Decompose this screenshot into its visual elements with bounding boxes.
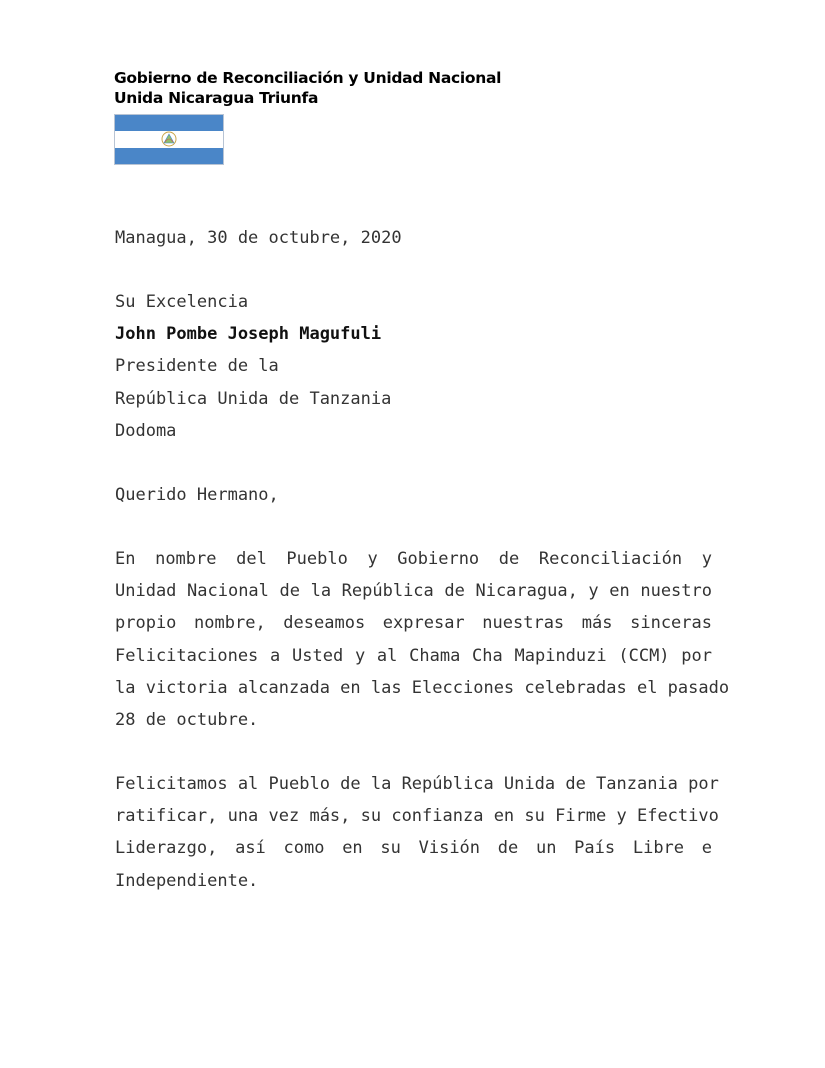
flag-top-band: [115, 115, 223, 131]
paragraph-line: ratificar, una vez más, su confianza en su Firme y Efectivo: [115, 806, 719, 827]
letterhead: [114, 68, 501, 108]
letterhead-government-name: Gobierno de Reconciliación y Unidad Nacional: [114, 69, 502, 87]
body-paragraph-1: [115, 543, 730, 736]
paragraph-line: Felicitaciones a Usted y al Chama Cha Mapinduzi (CCM) por: [115, 645, 712, 666]
coat-of-arms-emblem: [160, 131, 178, 147]
recipient-name: John Pombe Joseph Magufuli: [115, 324, 382, 344]
greeting: Querido Hermano,: [115, 485, 279, 505]
nicaragua-flag-image: [114, 114, 224, 165]
paragraph-line: la victoria alcanzada en las Elecciones celebradas el pasado: [115, 677, 730, 698]
recipient-title-line1: Presidente de la: [115, 356, 279, 376]
paragraph-line: propio nombre, deseamos expresar nuestras más sinceras: [115, 613, 712, 634]
paragraph-line: Unidad Nacional de la República de Nicaragua, y en nuestro: [115, 581, 712, 602]
flag-bottom-band: [115, 148, 223, 164]
date-line: Managua, 30 de octubre, 2020: [115, 228, 402, 248]
paragraph-line: Liderazgo, así como en su Visión de un País Libre e: [115, 838, 712, 859]
paragraph-line: En nombre del Pueblo y Gobierno de Reconciliación y: [115, 549, 712, 569]
recipient-salutation-title: Su Excelencia: [115, 292, 249, 312]
paragraph-line: 28 de octubre.: [115, 709, 259, 730]
paragraph-line: Felicitamos al Pueblo de la República Unida de Tanzania por: [115, 774, 719, 794]
flag-middle-band: [115, 131, 223, 147]
recipient-title-line2: República Unida de Tanzania: [115, 389, 392, 409]
recipient-city: Dodoma: [115, 421, 177, 441]
body-paragraph-2: [115, 768, 719, 897]
paragraph-line: Independiente.: [115, 870, 259, 891]
letterhead-slogan: Unida Nicaragua Triunfa: [114, 89, 319, 107]
